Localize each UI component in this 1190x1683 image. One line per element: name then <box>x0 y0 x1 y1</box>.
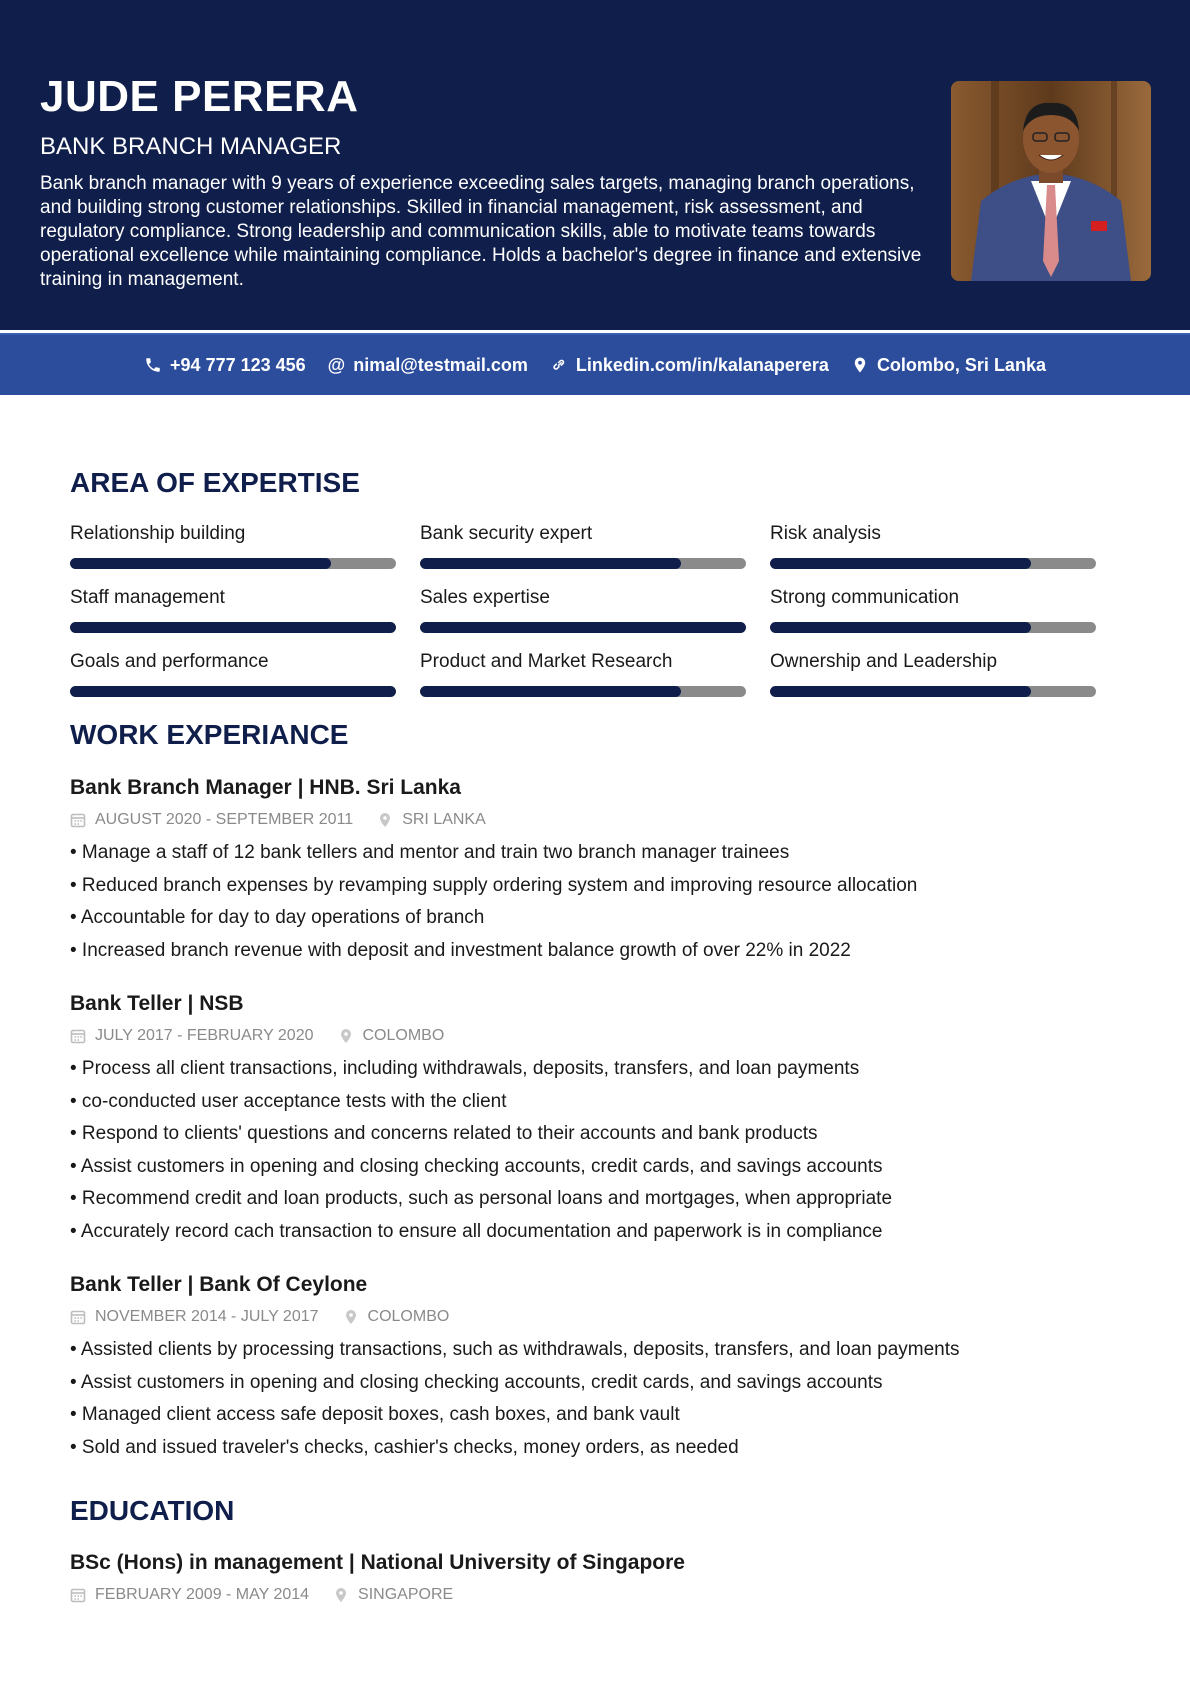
map-pin-icon <box>851 356 869 374</box>
education-heading: EDUCATION <box>70 1495 235 1526</box>
job-location-block <box>343 1308 450 1326</box>
job-meta <box>70 1306 1120 1328</box>
skill-bar <box>770 558 1096 569</box>
skill-bar-fill <box>770 558 1031 569</box>
job-heading: Bank Teller | NSB <box>70 992 244 1015</box>
list-item: • Assisted clients by processing transactions, such as withdrawals, deposits, transfers, and loan payments <box>70 1339 960 1360</box>
job-location: COLOMBO <box>367 1308 450 1325</box>
resume-header <box>0 0 1190 330</box>
skill-label: Risk analysis <box>770 523 881 544</box>
job-dates: NOVEMBER 2014 - JULY 2017 <box>95 1308 319 1325</box>
skill-bar <box>70 622 396 633</box>
phone-icon <box>144 356 162 374</box>
skill-item <box>70 584 396 648</box>
job-location-block <box>377 811 486 829</box>
job-bullets <box>70 837 1120 967</box>
job-bullets <box>70 1053 1120 1248</box>
skill-bar <box>770 622 1096 633</box>
contact-email[interactable] <box>328 355 528 376</box>
skill-item <box>70 648 396 712</box>
profile-photo-illustration <box>951 81 1151 281</box>
list-item: • Increased branch revenue with deposit and investment balance growth of over 22% in 2022 <box>70 939 851 961</box>
skill-bar-fill <box>70 622 396 633</box>
profile-photo <box>951 81 1151 281</box>
job-location-block <box>338 1027 445 1045</box>
skill-label: Product and Market Research <box>420 651 673 672</box>
contact-location <box>851 355 1046 376</box>
education-heading-line: BSc (Hons) in management | National University of Singapore <box>70 1551 685 1574</box>
work-heading: WORK EXPERIANCE <box>70 719 349 750</box>
skill-item <box>420 520 746 584</box>
job-heading: Bank Teller | Bank Of Ceylone <box>70 1273 368 1296</box>
calendar-icon <box>70 1587 86 1603</box>
map-pin-icon <box>343 1309 359 1325</box>
job-meta <box>70 809 1120 831</box>
skill-label: Relationship building <box>70 523 246 544</box>
list-item: • Respond to clients' questions and concerns related to their accounts and bank products <box>70 1123 818 1144</box>
skill-item <box>420 584 746 648</box>
skill-bar-fill <box>420 686 681 697</box>
contact-bar <box>0 333 1190 395</box>
job-entry <box>70 773 1120 967</box>
skill-bar <box>420 622 746 633</box>
skill-item <box>770 584 1096 648</box>
list-item: • Accurately record cach transaction to ensure all documentation and paperwork is in compliance <box>70 1220 883 1242</box>
skill-bar <box>420 558 746 569</box>
skills-grid <box>70 520 1100 712</box>
calendar-icon <box>70 1028 86 1044</box>
map-pin-icon <box>377 812 393 828</box>
list-item: • co-conducted user acceptance tests with the client <box>70 1090 507 1112</box>
skill-label: Staff management <box>70 587 225 608</box>
skill-bar-fill <box>70 686 396 697</box>
skill-bar <box>420 686 746 697</box>
job-location: COLOMBO <box>362 1027 445 1044</box>
contact-linkedin[interactable] <box>550 355 829 376</box>
skill-item <box>70 520 396 584</box>
education-location-block <box>333 1586 453 1604</box>
map-pin-icon <box>333 1587 349 1603</box>
link-icon <box>550 356 568 374</box>
education-meta <box>70 1584 1120 1606</box>
map-pin-icon <box>338 1028 354 1044</box>
candidate-title: BANK BRANCH MANAGER <box>40 133 342 160</box>
education-entry <box>70 1548 1120 1606</box>
skill-bar <box>70 558 396 569</box>
skill-bar-fill <box>70 558 331 569</box>
location-text: Colombo, Sri Lanka <box>876 354 1046 375</box>
job-entry <box>70 989 1120 1248</box>
phone-number: +94 777 123 456 <box>170 354 306 375</box>
skill-label: Goals and performance <box>70 651 269 672</box>
job-meta <box>70 1025 1120 1047</box>
list-item: • Recommend credit and loan products, such as personal loans and mortgages, when appropriate <box>70 1188 893 1209</box>
candidate-name: JUDE PERERA <box>40 72 359 121</box>
list-item: • Accountable for day to day operations of branch <box>70 907 485 928</box>
skill-bar-fill <box>770 622 1031 633</box>
skill-bar-fill <box>770 686 1031 697</box>
job-bullets <box>70 1334 1120 1464</box>
education-dates: FEBRUARY 2009 - MAY 2014 <box>95 1586 310 1603</box>
skill-label: Sales expertise <box>420 587 550 608</box>
skill-label: Ownership and Leadership <box>770 651 998 672</box>
skill-bar-fill <box>420 558 681 569</box>
at-icon: @ <box>327 355 346 375</box>
skill-bar <box>770 686 1096 697</box>
profile-summary: Bank branch manager with 9 years of experience exceeding sales targets, managing branch operations, and building strong customer relationships. Skilled in financial management, risk assessment, and regulatory compliance. Strong leadership and communication skills, able to motivate teams towards operational excellence while maintaining compliance. Holds a bachelor's degree in finance and extensive training in management. <box>40 173 922 290</box>
job-dates: JULY 2017 - FEBRUARY 2020 <box>95 1027 314 1044</box>
list-item: • Assist customers in opening and closing checking accounts, credit cards, and savings accounts <box>70 1371 883 1393</box>
job-location: SRI LANKA <box>402 811 486 828</box>
list-item: • Reduced branch expenses by revamping supply ordering system and improving resource allocation <box>70 874 918 896</box>
list-item: • Assist customers in opening and closing checking accounts, credit cards, and savings accounts <box>70 1155 883 1177</box>
list-item: • Sold and issued traveler's checks, cashier's checks, money orders, as needed <box>70 1436 739 1458</box>
skill-item <box>420 648 746 712</box>
skill-bar <box>70 686 396 697</box>
skill-item <box>770 648 1096 712</box>
skill-label: Bank security expert <box>420 523 593 544</box>
calendar-icon <box>70 1309 86 1325</box>
list-item: • Process all client transactions, including withdrawals, deposits, transfers, and loan payments <box>70 1058 860 1079</box>
linkedin-url: Linkedin.com/in/kalanaperera <box>575 354 829 375</box>
expertise-heading: AREA OF EXPERTISE <box>70 467 360 498</box>
job-entry <box>70 1270 1120 1464</box>
calendar-icon <box>70 812 86 828</box>
contact-phone[interactable] <box>144 355 306 376</box>
list-item: • Managed client access safe deposit boxes, cash boxes, and bank vault <box>70 1404 680 1425</box>
education-location: SINGAPORE <box>358 1586 454 1603</box>
skill-label: Strong communication <box>770 587 960 608</box>
list-item: • Manage a staff of 12 bank tellers and mentor and train two branch manager trainees <box>70 842 790 863</box>
email-address: nimal@testmail.com <box>353 354 528 375</box>
job-dates: AUGUST 2020 - SEPTEMBER 2011 <box>95 811 354 828</box>
skill-bar-fill <box>420 622 746 633</box>
job-heading: Bank Branch Manager | HNB. Sri Lanka <box>70 776 461 799</box>
skill-item <box>770 520 1096 584</box>
